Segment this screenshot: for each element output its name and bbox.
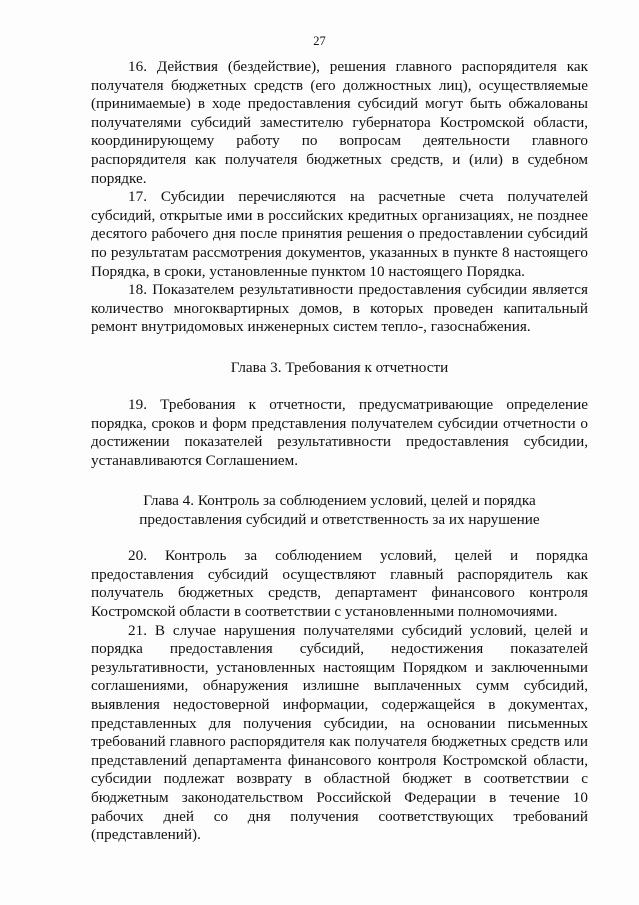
chapter-3-heading: Глава 3. Требования к отчетности bbox=[230, 358, 449, 376]
page-number: 27 bbox=[313, 34, 326, 48]
paragraph-20: 20. Контроль за соблюдением условий, целей и порядка предоставления субсидий осуществляют главный распорядитель как получатель бюджетных средств, департамент финансового контроля Костромской области в соответствии с установленными полномочиями. bbox=[91, 547, 588, 621]
paragraph-16: 16. Действия (бездействие), решения главного распорядителя как получателя бюджетных средств (его должностных лиц), осуществляемые (принимаемые) в ходе предоставления субсидий могут быть обжалованы получателями субсидий заместителю губернатора Костромской области, координирующему работу по вопросам деятельности главного распорядителя как получателя бюджетных средств, и (или) в судебном порядке. bbox=[91, 58, 588, 187]
paragraph-21: 21. В случае нарушения получателями субсидий условий, целей и порядка предоставления субсидий, недостижения показателей результативности, установленных настоящим Порядком и заключенными соглашениями, обнаружения излишне выплаченных сумм субсидий, выявления недостоверной информации, содержащейся в документах, представленных для получения субсидии, на основании письменных требований главного распорядителя как получателя бюджетных средств или представлений департамента финансового контроля Костромской области, субсидии подлежат возврату в областной бюджет в соответствии с бюджетным законодательством Российской Федерации в течение 10 рабочих дней со дня получения соответствующих требований (представлений). bbox=[91, 621, 588, 844]
chapter-4-heading bbox=[91, 491, 588, 529]
chapter-4-heading-line-1: Глава 4. Контроль за соблюдением условий, целей и порядка bbox=[143, 492, 536, 510]
document-body bbox=[91, 58, 588, 845]
chapter-4-heading-line-2: предоставления субсидий и ответственность за их нарушение bbox=[139, 511, 540, 529]
paragraph-17: 17. Субсидии перечисляются на расчетные счета получателей субсидий, открытые ими в российских кредитных организациях, не позднее десятого рабочего дня после принятия решения о предоставлении субсидий по результатам рассмотрения документов, указанных в пункте 8 настоящего Порядка, в сроки, установленные пунктом 10 настоящего Порядка. bbox=[91, 188, 588, 280]
paragraph-18: 18. Показателем результативности предоставления субсидии является количество многоквартирных домов, в которых проведен капитальный ремонт внутридомовых инженерных систем тепло-, газоснабжения. bbox=[91, 281, 588, 336]
paragraph-19: 19. Требования к отчетности, предусматривающие определение порядка, сроков и форм представления получателем субсидии отчетности о достижении показателей результативности предоставления субсидии, устанавливаются Соглашением. bbox=[91, 395, 588, 469]
